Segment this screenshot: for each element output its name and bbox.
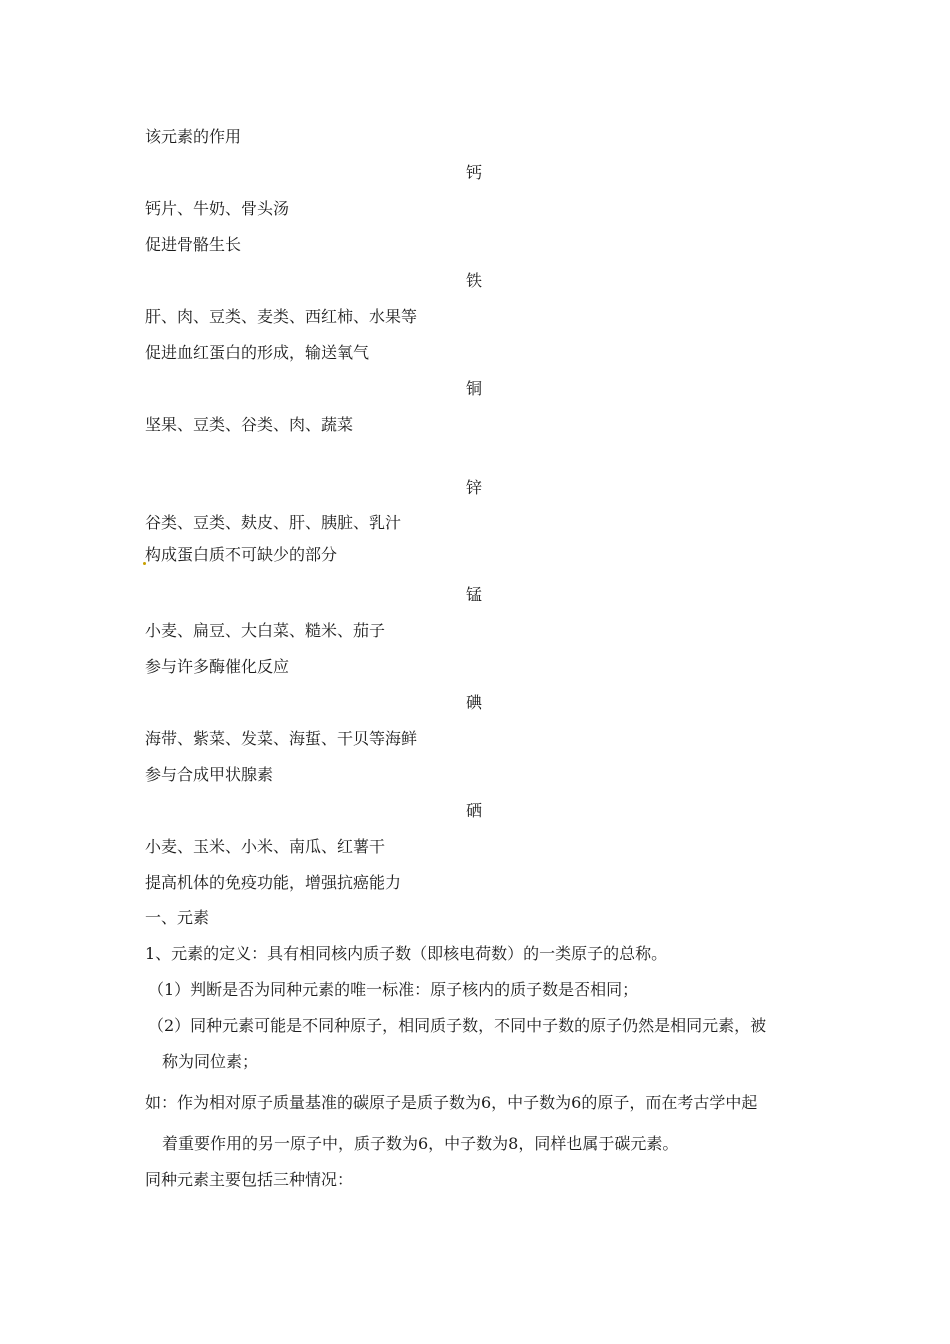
element-selenium: 硒 — [466, 801, 483, 820]
definition: 1、元素的定义：具有相同核内质子数（即核电荷数）的一类原子的总称。 — [145, 944, 668, 963]
zinc-food: 谷类、豆类、麸皮、肝、胰脏、乳汁 — [145, 513, 402, 532]
iron-food: 肝、肉、豆类、麦类、西红柿、水果等 — [145, 307, 418, 326]
iodine-food: 海带、紫菜、发菜、海蜇、干贝等海鲜 — [145, 729, 418, 748]
section-title: 一、元素 — [145, 908, 210, 927]
example: 如：作为相对原子质量基准的碳原子是质子数为6，中子数为6的原子，而在考古学中起 — [145, 1093, 758, 1112]
element-calcium: 钙 — [466, 163, 483, 182]
selenium-food: 小麦、玉米、小米、南瓜、红薯干 — [145, 837, 386, 856]
iron-role: 促进血红蛋白的形成，输送氧气 — [145, 343, 370, 362]
calcium-food: 钙片、牛奶、骨头汤 — [145, 199, 290, 218]
example-continued: 着重要作用的另一原子中，质子数为6，中子数为8，同样也属于碳元素。 — [162, 1134, 679, 1153]
manganese-food: 小麦、扁豆、大白菜、糙米、茄子 — [145, 621, 386, 640]
summary: 同种元素主要包括三种情况： — [145, 1170, 354, 1189]
calcium-role: 促进骨骼生长 — [145, 235, 242, 254]
zinc-role: 构成蛋白质不可缺少的部分 — [145, 545, 338, 564]
point-1: （1）判断是否为同种元素的唯一标准：原子核内的质子数是否相同； — [148, 980, 639, 999]
iodine-role: 参与合成甲状腺素 — [145, 765, 274, 784]
element-iron: 铁 — [466, 271, 483, 290]
point-2: （2）同种元素可能是不同种原子，相同质子数，不同中子数的原子仍然是相同元素，被 — [148, 1016, 767, 1035]
copper-food: 坚果、豆类、谷类、肉、蔬菜 — [145, 415, 354, 434]
element-zinc: 锌 — [466, 478, 483, 497]
selenium-role: 提高机体的免疫功能，增强抗癌能力 — [145, 873, 402, 892]
text-line: 该元素的作用 — [145, 127, 242, 146]
manganese-role: 参与许多酶催化反应 — [145, 657, 290, 676]
element-copper: 铜 — [466, 379, 483, 398]
element-manganese: 锰 — [466, 585, 483, 604]
point-2-continued: 称为同位素； — [162, 1052, 259, 1071]
element-iodine: 碘 — [466, 693, 483, 712]
